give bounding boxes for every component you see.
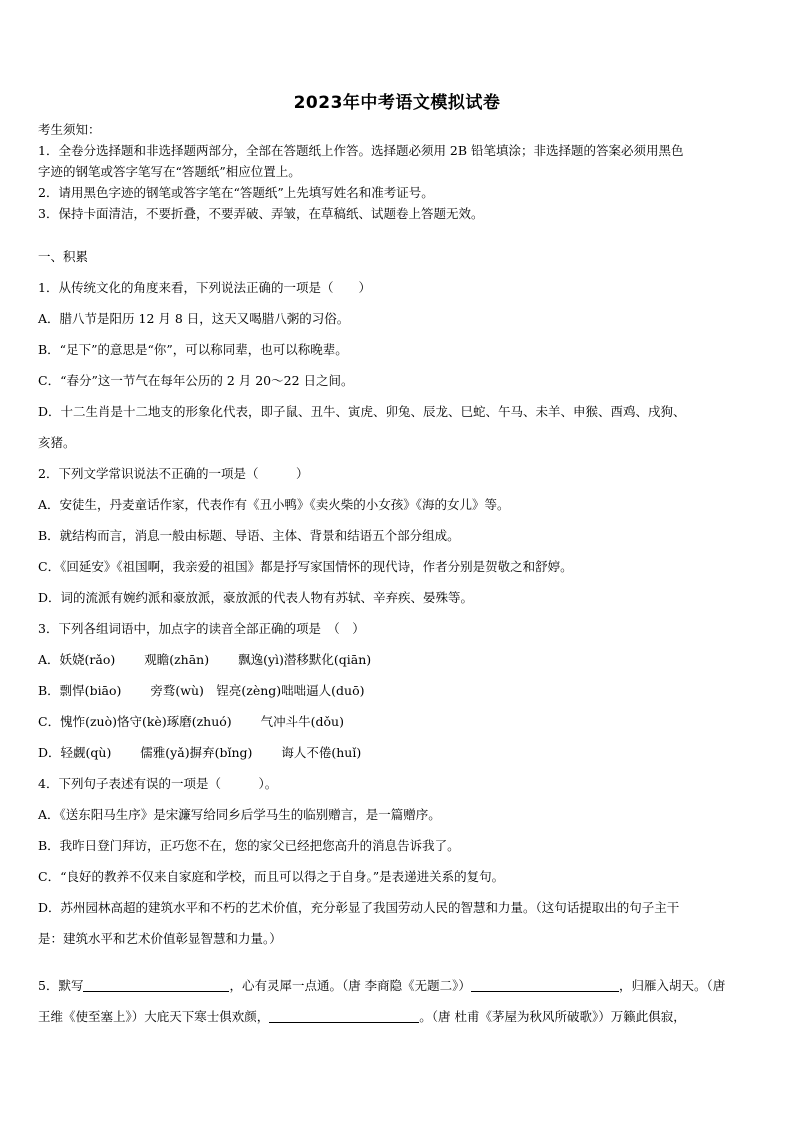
fill-blank-2[interactable]: [471, 977, 619, 992]
question-4-stem: 4．下列句子表述有误的一项是（ ）。: [38, 776, 278, 791]
question-2-option-d: D．词的流派有婉约派和豪放派，豪放派的代表人物有苏轼、辛弃疾、晏殊等。: [38, 590, 474, 605]
q5-text-d: 王维《使至塞上》）大庇天下寒士俱欢颜，: [38, 1009, 270, 1024]
question-2-option-a: A．安徒生，丹麦童话作家，代表作有《丑小鸭》《卖火柴的小女孩》《海的女儿》等。: [38, 497, 510, 512]
notice-item-1a: 1．全卷分选择题和非选择题两部分，全部在答题纸上作答。选择题必须用 2B 铅笔填涂；非选择题的答案必须用黑色: [38, 143, 684, 158]
question-1-option-d-cont: 亥猪。: [38, 435, 76, 450]
q5-text-c: ，归雁入胡天。（唐: [618, 978, 726, 993]
spacer: [38, 954, 758, 970]
notice-heading: 考生须知：: [38, 122, 101, 137]
fill-blank-3[interactable]: [269, 1008, 419, 1023]
question-1-option-a: A．腊八节是阳历 12 月 8 日，这天又喝腊八粥的习俗。: [38, 311, 350, 326]
question-4-option-a: A．《送东阳马生序》是宋濂写给同乡后学马生的临别赠言，是一篇赠序。: [38, 807, 441, 822]
question-3-option-a: A．妖娆(rǎo) 观瞻(zhān) 飘逸(yì)潜移默化(qiān): [38, 652, 372, 667]
question-2-option-b: B．就结构而言，消息一般由标题、导语、主体、背景和结语五个部分组成。: [38, 528, 460, 543]
question-3-stem: 3．下列各组词语中，加点字的读音全部正确的项是 （ ）: [38, 621, 365, 636]
question-3-option-c: C．愧怍(zuò)恪守(kè)琢磨(zhuó) 气冲斗牛(dǒu): [38, 714, 344, 729]
question-5-line-1: [38, 970, 758, 1001]
q5-text-b: ，心有灵犀一点通。（唐 李商隐《无题二》）: [229, 978, 471, 993]
fill-blank-1[interactable]: [83, 977, 229, 992]
notice-item-3: 3．保持卡面清洁，不要折叠，不要弄破、弄皱，在草稿纸、试题卷上答题无效。: [38, 206, 484, 221]
question-2-option-c: C．《回延安》《祖国啊，我亲爱的祖国》都是抒写家国情怀的现代诗，作者分别是贺敬之和舒婷。: [38, 559, 573, 574]
question-3-option-b: B．剽悍(biāo) 旁骛(wù) 锃亮(zèng)咄咄逼人(duō): [38, 683, 365, 698]
question-2-stem: 2．下列文学常识说法不正确的一项是（ ）: [38, 466, 309, 481]
exam-title: 2023年中考语文模拟试卷: [293, 93, 501, 113]
question-3-option-d: D．轻觑(qù) 儒雅(yǎ)摒弃(bǐng) 诲人不倦(huǐ): [38, 745, 362, 760]
q5-text-e: 。（唐 杜甫《茅屋为秋风所破歌》）万籁此俱寂，: [419, 1009, 686, 1024]
question-5-line-2: [38, 1001, 758, 1032]
question-1-option-c: C．“春分”这一节气在每年公历的 2 月 20～22 日之间。: [38, 373, 354, 388]
question-4-option-c: C．“良好的教养不仅来自家庭和学校，而且可以得之于自身。”是表递进关系的复句。: [38, 869, 505, 884]
question-4-option-d-cont: 是：建筑水平和艺术价值彰显智慧和力量。）: [38, 931, 282, 946]
question-1-option-d: D．十二生肖是十二地支的形象化代表，即子鼠、丑牛、寅虎、卯兔、辰龙、巳蛇、午马、未羊、申猴、酉鸡、戌狗、: [38, 404, 686, 419]
question-1-stem: 1．从传统文化的角度来看，下列说法正确的一项是（ ）: [38, 280, 371, 295]
question-1-option-b: B．“足下”的意思是“你”，可以称同辈，也可以称晚辈。: [38, 342, 348, 357]
candidate-notice: [38, 119, 758, 224]
question-4-option-d: D．苏州园林高超的建筑水平和不朽的艺术价值，充分彰显了我国劳动人民的智慧和力量。（这句话提取出的句子主干: [38, 900, 680, 915]
question-4-option-b: B．我昨日登门拜访，正巧您不在，您的家父已经把您高升的消息告诉我了。: [38, 838, 460, 853]
exam-body: [38, 241, 758, 1032]
q5-text-a: 5．默写: [38, 978, 84, 993]
section-heading: 一、积累: [38, 249, 89, 264]
notice-item-2: 2．请用黑色字迹的钢笔或答字笔在“答题纸”上先填写姓名和准考证号。: [38, 185, 434, 200]
notice-item-1b: 字迹的钢笔或答字笔写在“答题纸”相应位置上。: [38, 164, 301, 179]
